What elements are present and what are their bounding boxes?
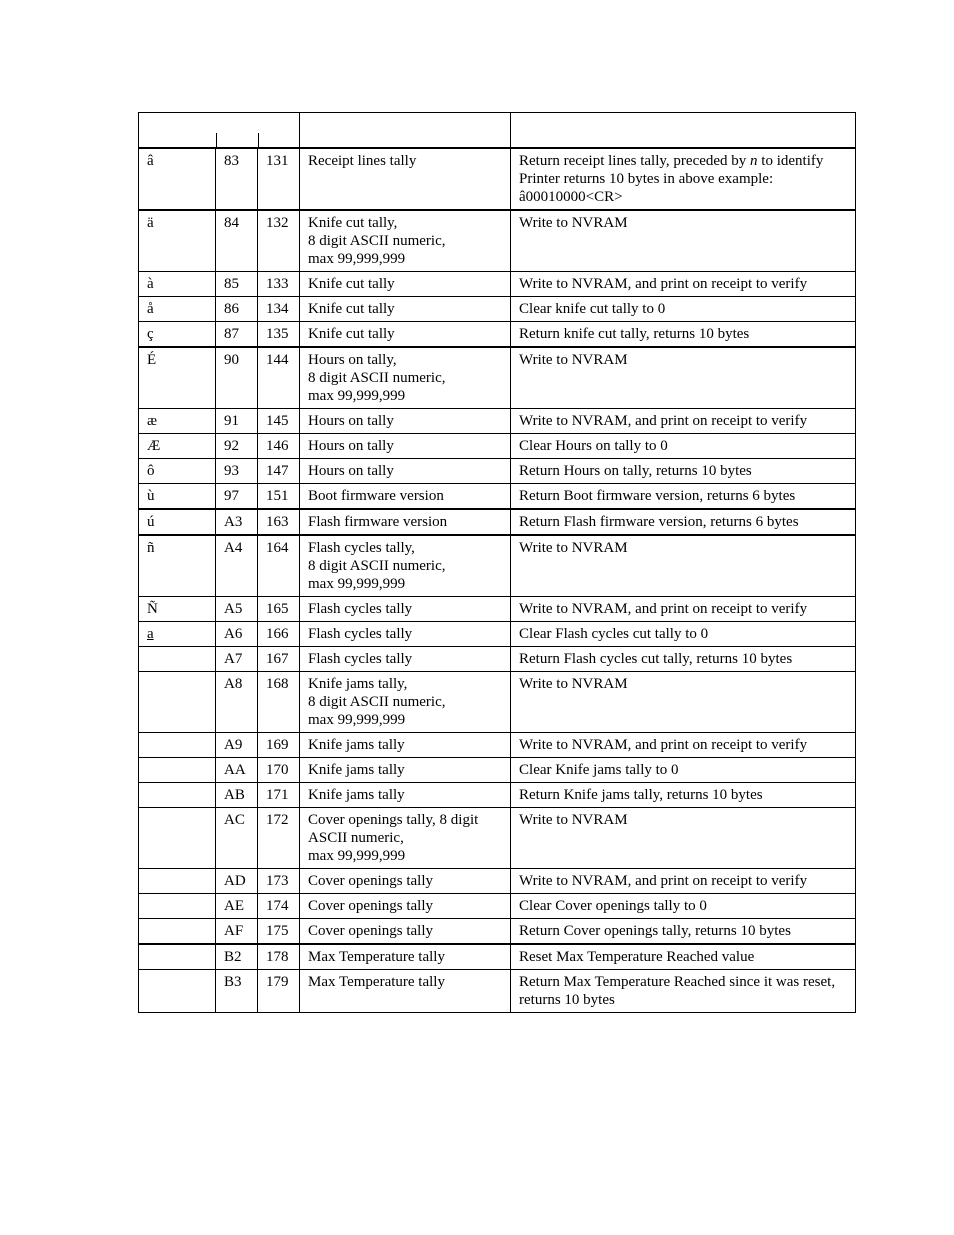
table-row	[139, 944, 856, 970]
char-cell	[139, 970, 216, 1013]
description-cell: Write to NVRAM, and print on receipt to verify	[511, 733, 856, 758]
hex-cell: 83	[216, 148, 258, 210]
char-cell: ù	[139, 484, 216, 510]
char-cell	[139, 733, 216, 758]
hex-cell: A3	[216, 509, 258, 535]
function-cell: Cover openings tally	[300, 894, 511, 919]
description-cell	[511, 148, 856, 210]
decimal-cell: 147	[258, 459, 300, 484]
description-cell: Reset Max Temperature Reached value	[511, 944, 856, 970]
char-cell: å	[139, 297, 216, 322]
table-row	[139, 272, 856, 297]
description-cell: Clear Hours on tally to 0	[511, 434, 856, 459]
hex-cell: AF	[216, 919, 258, 945]
function-cell: Hours on tally	[300, 409, 511, 434]
hex-cell: 93	[216, 459, 258, 484]
table-row	[139, 409, 856, 434]
hex-cell: 84	[216, 210, 258, 272]
decimal-cell: 132	[258, 210, 300, 272]
char-cell: à	[139, 272, 216, 297]
header-cell-function	[300, 113, 511, 149]
hex-cell: 92	[216, 434, 258, 459]
decimal-cell: 170	[258, 758, 300, 783]
hex-cell: AB	[216, 783, 258, 808]
hex-cell: 97	[216, 484, 258, 510]
table-row	[139, 210, 856, 272]
table-row	[139, 622, 856, 647]
function-cell: Flash cycles tally, 8 digit ASCII numeric, max 99,999,999	[300, 535, 511, 597]
decimal-cell: 174	[258, 894, 300, 919]
table-row	[139, 434, 856, 459]
description-cell: Write to NVRAM	[511, 210, 856, 272]
command-table	[138, 112, 856, 1013]
char-cell	[139, 647, 216, 672]
function-cell: Knife jams tally, 8 digit ASCII numeric, max 99,999,999	[300, 672, 511, 733]
table-row	[139, 597, 856, 622]
char-cell	[139, 894, 216, 919]
hex-cell: A6	[216, 622, 258, 647]
function-cell: Max Temperature tally	[300, 944, 511, 970]
description-cell: Clear Cover openings tally to 0	[511, 894, 856, 919]
hex-cell: A4	[216, 535, 258, 597]
function-cell: Max Temperature tally	[300, 970, 511, 1013]
decimal-cell: 145	[258, 409, 300, 434]
decimal-cell: 135	[258, 322, 300, 348]
function-cell: Cover openings tally	[300, 869, 511, 894]
hex-cell: 91	[216, 409, 258, 434]
description-cell: Write to NVRAM	[511, 535, 856, 597]
decimal-cell: 146	[258, 434, 300, 459]
hex-cell: AD	[216, 869, 258, 894]
description-cell: Write to NVRAM	[511, 808, 856, 869]
table-row	[139, 894, 856, 919]
function-cell: Flash cycles tally	[300, 647, 511, 672]
function-cell: Knife cut tally	[300, 272, 511, 297]
decimal-cell: 171	[258, 783, 300, 808]
function-cell: Knife jams tally	[300, 733, 511, 758]
decimal-cell: 175	[258, 919, 300, 945]
description-cell: Write to NVRAM	[511, 672, 856, 733]
table-row	[139, 484, 856, 510]
table-row	[139, 758, 856, 783]
function-cell: Boot firmware version	[300, 484, 511, 510]
decimal-cell: 134	[258, 297, 300, 322]
function-cell: Hours on tally	[300, 459, 511, 484]
decimal-cell: 179	[258, 970, 300, 1013]
char-cell	[139, 944, 216, 970]
decimal-cell: 169	[258, 733, 300, 758]
header-cell-code	[139, 113, 300, 149]
function-cell: Flash cycles tally	[300, 622, 511, 647]
char-cell: ñ	[139, 535, 216, 597]
table-row	[139, 919, 856, 945]
table-row	[139, 869, 856, 894]
description-cell: Return Boot firmware version, returns 6 bytes	[511, 484, 856, 510]
char-cell: Æ	[139, 434, 216, 459]
char-cell	[139, 758, 216, 783]
table-row	[139, 970, 856, 1013]
description-cell: Clear knife cut tally to 0	[511, 297, 856, 322]
char-cell	[139, 808, 216, 869]
char-cell: É	[139, 347, 216, 409]
description-cell: Return knife cut tally, returns 10 bytes	[511, 322, 856, 348]
table-header-row	[139, 113, 856, 149]
function-cell: Knife cut tally	[300, 297, 511, 322]
function-cell: Hours on tally, 8 digit ASCII numeric, max 99,999,999	[300, 347, 511, 409]
table-row	[139, 297, 856, 322]
description-cell: Write to NVRAM	[511, 347, 856, 409]
char-cell: â	[139, 148, 216, 210]
decimal-cell: 163	[258, 509, 300, 535]
function-cell: Cover openings tally, 8 digit ASCII numeric, max 99,999,999	[300, 808, 511, 869]
char-cell: æ	[139, 409, 216, 434]
description-cell: Write to NVRAM, and print on receipt to verify	[511, 597, 856, 622]
table-row	[139, 733, 856, 758]
table-row	[139, 535, 856, 597]
table-row	[139, 808, 856, 869]
function-cell: Cover openings tally	[300, 919, 511, 945]
hex-cell: 87	[216, 322, 258, 348]
hex-cell: AE	[216, 894, 258, 919]
description-cell: Write to NVRAM, and print on receipt to verify	[511, 409, 856, 434]
description-cell: Write to NVRAM, and print on receipt to verify	[511, 272, 856, 297]
decimal-cell: 173	[258, 869, 300, 894]
hex-cell: AC	[216, 808, 258, 869]
decimal-cell: 144	[258, 347, 300, 409]
description-part: n	[750, 153, 758, 169]
hex-cell: 85	[216, 272, 258, 297]
decimal-cell: 131	[258, 148, 300, 210]
table-row	[139, 322, 856, 348]
header-cell-description	[511, 113, 856, 149]
function-cell: Knife jams tally	[300, 783, 511, 808]
char-cell: Ñ	[139, 597, 216, 622]
decimal-cell: 167	[258, 647, 300, 672]
description-cell: Return Flash firmware version, returns 6 bytes	[511, 509, 856, 535]
description-cell: Clear Flash cycles cut tally to 0	[511, 622, 856, 647]
function-cell: Knife cut tally	[300, 322, 511, 348]
decimal-cell: 151	[258, 484, 300, 510]
char-cell	[139, 919, 216, 945]
table-row	[139, 783, 856, 808]
decimal-cell: 133	[258, 272, 300, 297]
hex-cell: A7	[216, 647, 258, 672]
function-cell: Hours on tally	[300, 434, 511, 459]
description-cell: Return Knife jams tally, returns 10 bytes	[511, 783, 856, 808]
table-row	[139, 148, 856, 210]
table-row	[139, 459, 856, 484]
function-cell: Knife jams tally	[300, 758, 511, 783]
char-cell	[139, 783, 216, 808]
description-cell: Write to NVRAM, and print on receipt to verify	[511, 869, 856, 894]
function-cell: Flash cycles tally	[300, 597, 511, 622]
hex-cell: 90	[216, 347, 258, 409]
table-row	[139, 672, 856, 733]
description-cell: Return Flash cycles cut tally, returns 10 bytes	[511, 647, 856, 672]
decimal-cell: 178	[258, 944, 300, 970]
description-cell: Return Max Temperature Reached since it was reset, returns 10 bytes	[511, 970, 856, 1013]
function-cell: Receipt lines tally	[300, 148, 511, 210]
table-row	[139, 509, 856, 535]
decimal-cell: 166	[258, 622, 300, 647]
function-cell: Flash firmware version	[300, 509, 511, 535]
hex-cell: AA	[216, 758, 258, 783]
char-cell: a	[139, 622, 216, 647]
function-cell: Knife cut tally, 8 digit ASCII numeric, max 99,999,999	[300, 210, 511, 272]
description-part: to identify Printer returns 10 bytes in above example: â00010000<CR>	[519, 153, 824, 205]
hex-cell: 86	[216, 297, 258, 322]
description-cell: Return Hours on tally, returns 10 bytes	[511, 459, 856, 484]
char-cell: ô	[139, 459, 216, 484]
decimal-cell: 168	[258, 672, 300, 733]
hex-cell: A8	[216, 672, 258, 733]
description-cell: Return Cover openings tally, returns 10 bytes	[511, 919, 856, 945]
char-cell	[139, 869, 216, 894]
decimal-cell: 164	[258, 535, 300, 597]
decimal-cell: 172	[258, 808, 300, 869]
table-row	[139, 347, 856, 409]
char-cell: ú	[139, 509, 216, 535]
table-row	[139, 647, 856, 672]
hex-cell: B3	[216, 970, 258, 1013]
hex-cell: A5	[216, 597, 258, 622]
hex-cell: A9	[216, 733, 258, 758]
decimal-cell: 165	[258, 597, 300, 622]
hex-cell: B2	[216, 944, 258, 970]
char-cell: ä	[139, 210, 216, 272]
description-part: Return receipt lines tally, preceded by	[519, 153, 751, 169]
char-cell: ç	[139, 322, 216, 348]
char-cell	[139, 672, 216, 733]
description-cell: Clear Knife jams tally to 0	[511, 758, 856, 783]
